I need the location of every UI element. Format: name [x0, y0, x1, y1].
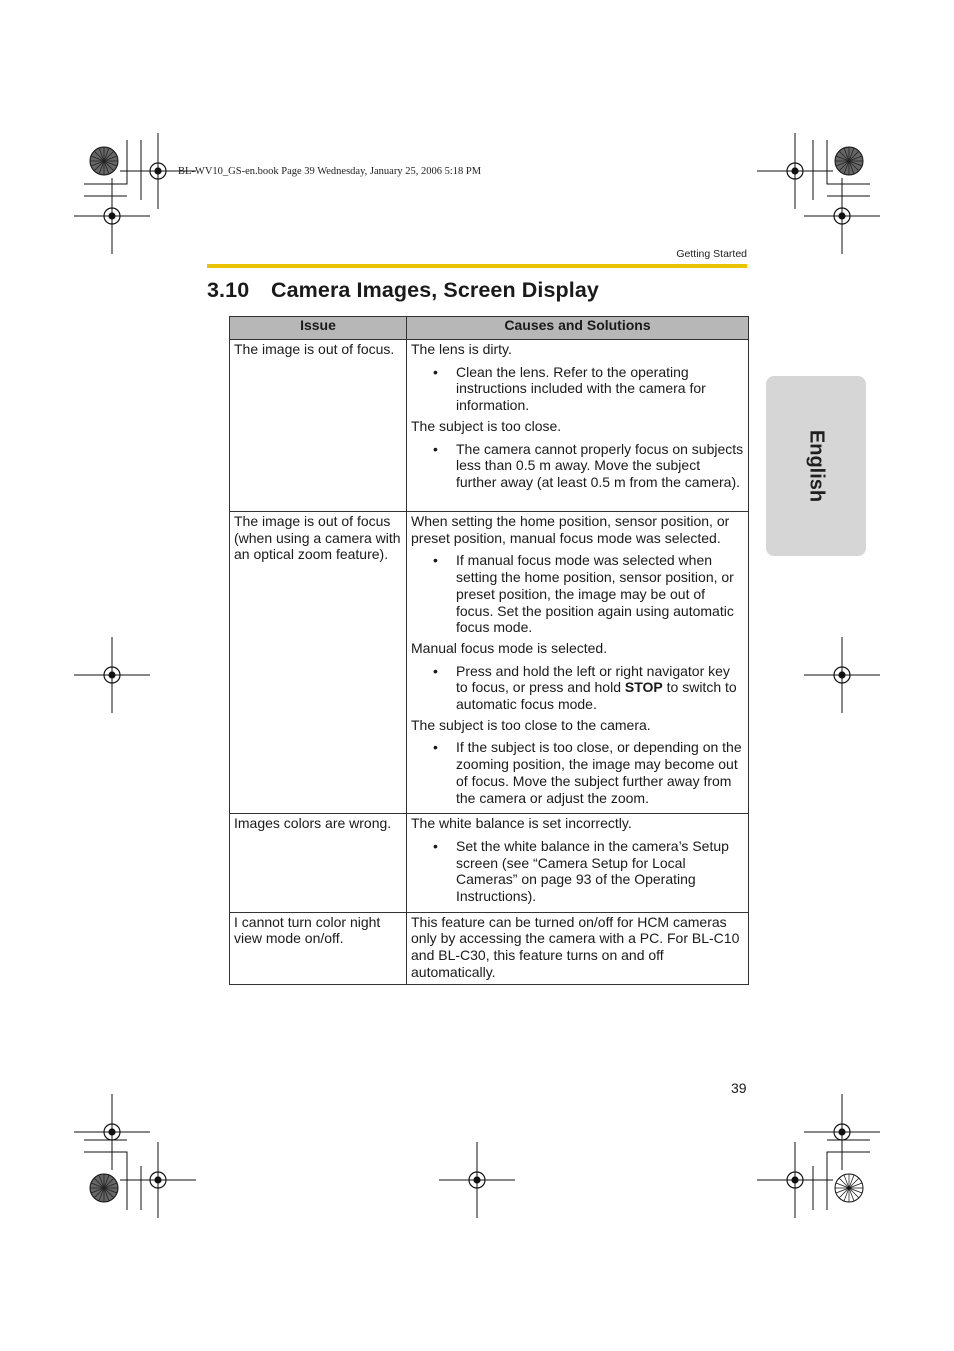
solution-text: This feature can be turned on/off for HCM cameras only by accessing the camera with a PC. For BL-C10 and BL-C30, this feature turns on and off automatically. [411, 913, 740, 980]
solution-bullet [411, 441, 744, 491]
table-row [230, 512, 749, 814]
issue-cell [230, 512, 407, 814]
column-header-causes: Causes and Solutions [407, 317, 749, 340]
solution-text: If the subject is too close, or depending on the zooming position, the image may become out of focus. Move the subject further away from the camera or adjust the zoom. [456, 739, 742, 806]
issue-text: The image is out of focus (when using a camera with an optical zoom feature). [234, 513, 401, 563]
solution-bullet [411, 739, 744, 806]
cause-text: The subject is too close. [411, 417, 562, 434]
solution-text-pre: Press and hold the left or right navigator key to focus, or press and hold [456, 662, 730, 696]
language-tab-label: English [805, 429, 828, 503]
solution-bullet [411, 364, 744, 414]
solution-text-post: to switch to automatic focus mode. [456, 679, 737, 713]
cause-text: The subject is too close to the camera. [411, 716, 651, 733]
bullet-glyph: • [433, 552, 438, 569]
issue-text: I cannot turn color night view mode on/off. [234, 913, 381, 947]
issue-text: Images colors are wrong. [234, 815, 392, 832]
cause-text: Manual focus mode is selected. [411, 639, 608, 656]
column-header-issue: Issue [230, 317, 407, 340]
cause-text: The lens is dirty. [411, 341, 512, 357]
stop-key-label: STOP [624, 679, 663, 696]
language-tab [766, 376, 866, 556]
table-header-row [230, 317, 749, 340]
bullet-glyph: • [433, 837, 438, 854]
cause-text: When setting the home position, sensor position, or preset position, manual focus mode was selected. [411, 513, 730, 546]
solution-text: If manual focus mode was selected when setting the home position, sensor position, or preset position, the image may be out of focus. Set the position again using automatic focus mode. [456, 552, 734, 636]
cause-text: The white balance is set incorrectly. [411, 815, 632, 832]
troubleshooting-table [229, 316, 749, 985]
solution-text: The camera cannot properly focus on subjects less than 0.5 m away. Move the subject further away (at least 0.5 m from the camera). [456, 440, 744, 490]
table-row [230, 912, 749, 984]
title-text: Camera Images, Screen Display [271, 278, 599, 302]
section-number: 3.10 [207, 278, 250, 302]
solution-text: Set the white balance in the camera’s Setup screen (see “Camera Setup for Local Cameras” on page 93 of the Operating Instructions). [456, 837, 729, 905]
solution-cell [407, 814, 749, 913]
page-number: 39 [731, 1080, 747, 1096]
print-info: BL-WV10_GS-en.book Page 39 Wednesday, January 25, 2006 5:18 PM [178, 166, 482, 177]
issue-cell [230, 340, 407, 512]
solution-cell [407, 340, 749, 512]
issue-text: The image is out of focus. [234, 341, 395, 357]
bullet-glyph: • [433, 739, 438, 756]
table-row [230, 340, 749, 512]
header-rule [207, 264, 747, 268]
solution-cell [407, 912, 749, 984]
bullet-glyph: • [433, 363, 438, 380]
table-row [230, 814, 749, 913]
bullet-glyph: • [433, 440, 438, 457]
page-title [207, 278, 599, 303]
issue-cell [230, 912, 407, 984]
issue-cell [230, 814, 407, 913]
solution-bullet [411, 552, 744, 636]
bullet-glyph: • [433, 662, 438, 679]
solution-text: Clean the lens. Refer to the operating instructions included with the camera for information. [456, 363, 706, 414]
solution-bullet [411, 663, 744, 713]
solution-bullet [411, 838, 744, 905]
solution-cell [407, 512, 749, 814]
section-label: Getting Started [676, 248, 747, 260]
